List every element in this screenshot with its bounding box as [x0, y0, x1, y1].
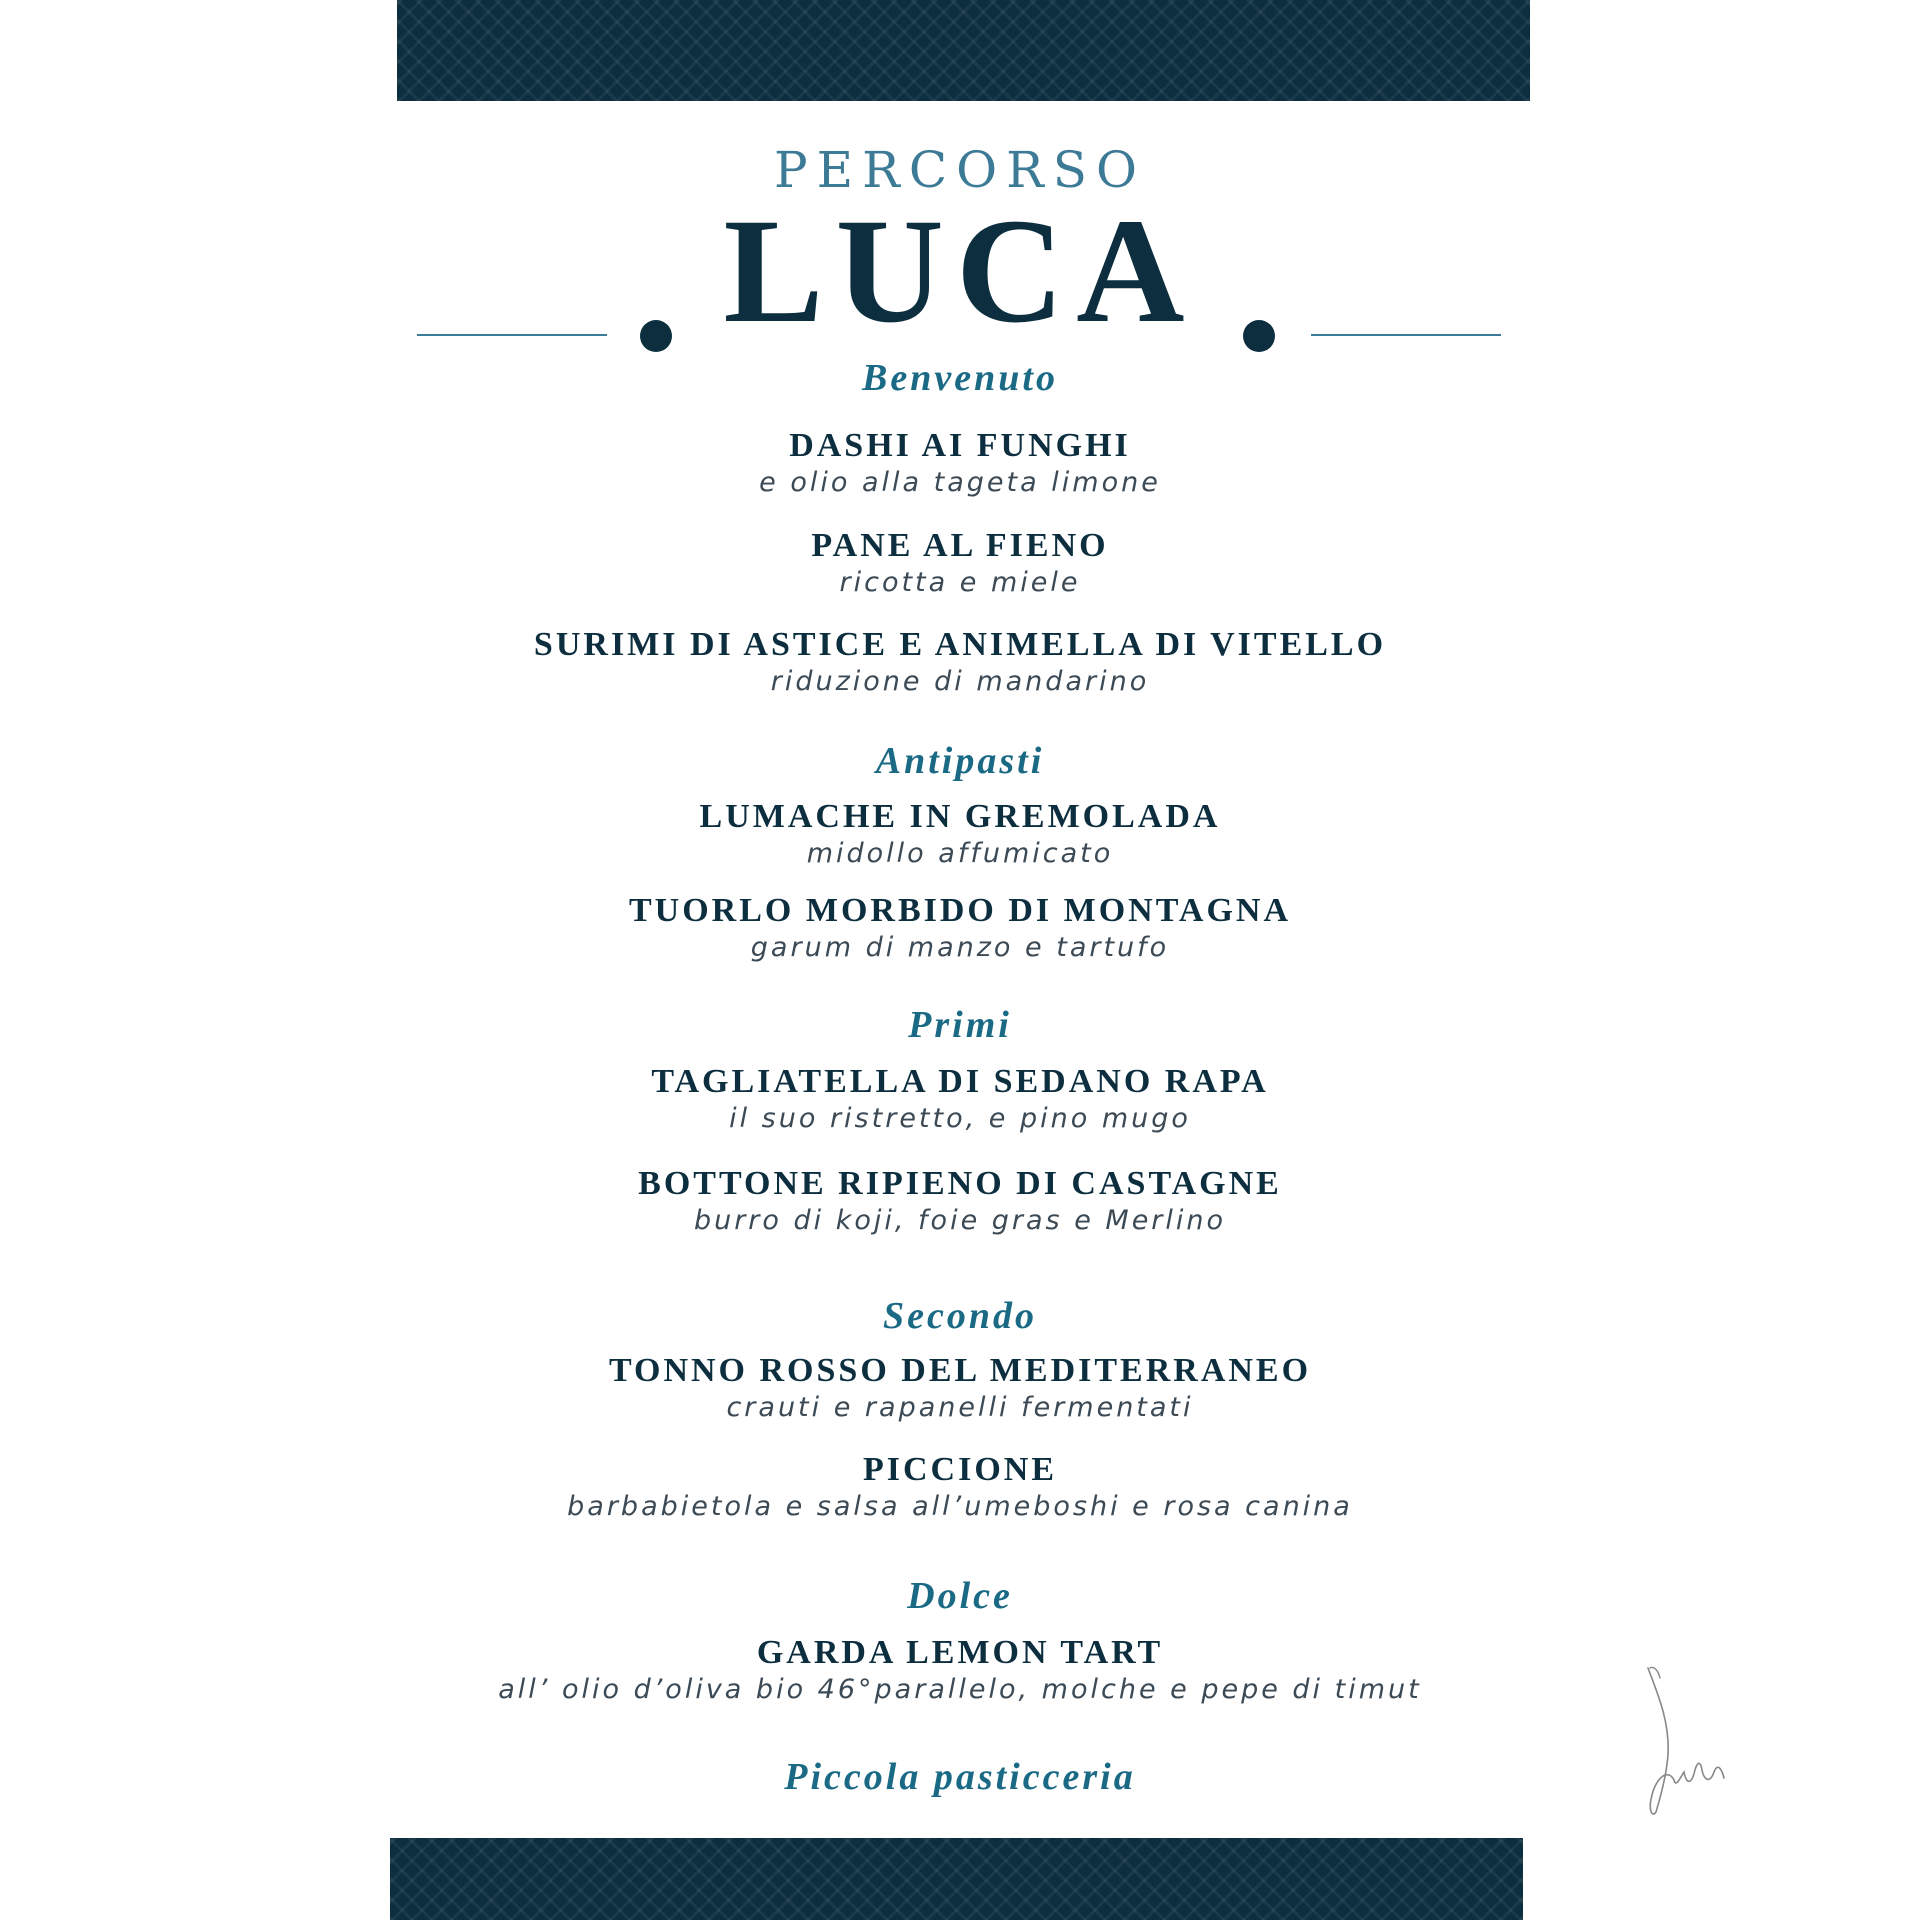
- dish-item: [0, 1633, 1920, 1707]
- section-title-piccola-pasticceria: Piccola pasticceria: [784, 1756, 1136, 1798]
- right-divider-dot: [1243, 320, 1275, 352]
- left-divider-dot: [640, 320, 672, 352]
- section-title-primi: Primi: [908, 1004, 1012, 1046]
- dish-description: barbabietola e salsa all’umeboshi e rosa canina: [567, 1491, 1353, 1522]
- dish-name: TONNO ROSSO DEL MEDITERRANEO: [608, 1352, 1312, 1389]
- dish-description: ricotta e miele: [839, 567, 1081, 598]
- dish-name: TAGLIATELLA DI SEDANO RAPA: [651, 1063, 1269, 1100]
- left-divider-line: [417, 334, 607, 336]
- section-title-secondo: Secondo: [883, 1295, 1037, 1337]
- top-pattern-band: [397, 0, 1530, 101]
- dish-item: [0, 526, 1920, 600]
- dish-description: burro di koji, foie gras e Merlino: [693, 1205, 1227, 1236]
- menu-subtitle: PERCORSO: [774, 141, 1146, 199]
- dish-item: [0, 1351, 1920, 1425]
- dish-description: crauti e rapanelli fermentati: [726, 1392, 1194, 1423]
- dish-name: PICCIONE: [862, 1451, 1058, 1488]
- right-divider-line: [1311, 334, 1501, 336]
- dish-item: [0, 1450, 1920, 1524]
- bottom-pattern-band: [390, 1838, 1523, 1920]
- dish-description: e olio alla tageta limone: [759, 467, 1161, 498]
- dish-description: garum di manzo e tartufo: [750, 932, 1170, 963]
- dish-name: TUORLO MORBIDO DI MONTAGNA: [629, 892, 1291, 929]
- dish-description: il suo ristretto, e pino mugo: [729, 1103, 1191, 1134]
- section-title-antipasti: Antipasti: [875, 740, 1045, 782]
- dish-item: [0, 1164, 1920, 1238]
- dish-item: [0, 426, 1920, 500]
- dish-item: [0, 625, 1920, 699]
- dish-description: riduzione di mandarino: [770, 666, 1150, 697]
- dish-item: [0, 1062, 1920, 1136]
- section-title-benvenuto: Benvenuto: [862, 357, 1058, 399]
- menu-title: LUCA: [723, 188, 1197, 354]
- dish-description: midollo affumicato: [806, 838, 1114, 869]
- dish-name: SURIMI DI ASTICE E ANIMELLA DI VITELLO: [533, 626, 1387, 663]
- dish-name: DASHI AI FUNGHI: [789, 427, 1131, 464]
- dish-item: [0, 891, 1920, 965]
- dish-name: PANE AL FIENO: [811, 527, 1109, 564]
- handwritten-signature: [1640, 1660, 1750, 1820]
- section-title-dolce: Dolce: [907, 1575, 1013, 1617]
- dish-name: GARDA LEMON TART: [756, 1634, 1164, 1671]
- dish-description: all’ olio d’oliva bio 46°parallelo, molche e pepe di timut: [498, 1674, 1422, 1705]
- dish-name: LUMACHE IN GREMOLADA: [699, 798, 1221, 835]
- dish-item: [0, 797, 1920, 871]
- dish-name: BOTTONE RIPIENO DI CASTAGNE: [638, 1165, 1282, 1202]
